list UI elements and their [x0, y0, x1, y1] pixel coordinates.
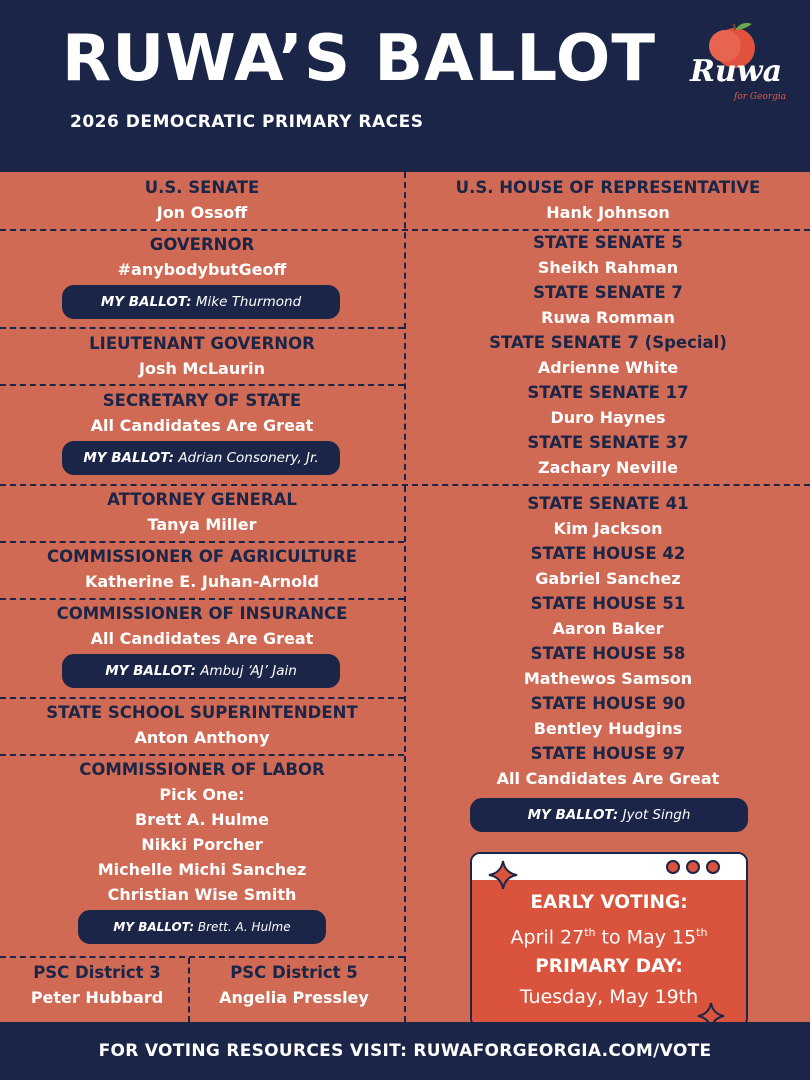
candidate-name: All Candidates Are Great	[90, 416, 314, 435]
race-psc-district-3	[0, 960, 194, 1010]
race-labor	[0, 757, 404, 907]
candidate-name: Nikki Porcher	[141, 835, 263, 854]
race-title: PSC District 5	[230, 963, 358, 982]
candidate-name: Jon Ossoff	[156, 203, 248, 222]
race-secretary-of-state	[0, 388, 404, 438]
candidate-name: Zachary Neville	[538, 458, 678, 477]
race-title: PSC District 3	[33, 963, 161, 982]
candidate-name: Sheikh Rahman	[537, 258, 679, 277]
race-title: STATE SCHOOL SUPERINTENDENT	[46, 703, 358, 722]
row-divider	[0, 956, 404, 958]
race-school-superintendent	[0, 700, 404, 750]
candidate-name: Duro Haynes	[550, 408, 666, 427]
candidate-name: Katherine E. Juhan-Arnold	[84, 572, 319, 591]
candidate-name: Pick One:	[159, 785, 245, 804]
my-ballot-choice: Adrian Consonery, Jr.	[178, 450, 319, 466]
logo-tagline: for Georgia	[734, 92, 787, 102]
page-subtitle: 2026 DEMOCRATIC PRIMARY RACES	[70, 112, 424, 132]
candidate-name: #anybodybutGeoff	[117, 260, 287, 279]
window-dot-icon	[706, 860, 720, 874]
row-divider	[0, 697, 404, 699]
my-ballot-badge	[62, 285, 340, 319]
candidate-name: Peter Hubbard	[30, 988, 164, 1007]
race-title: SECRETARY OF STATE	[102, 391, 302, 410]
my-ballot-label: MY BALLOT:	[83, 450, 175, 466]
candidate-name: Tanya Miller	[147, 515, 257, 534]
candidate-name: Aaron Baker	[552, 619, 664, 638]
primary-day-date: Tuesday, May 19th	[519, 986, 699, 1009]
page-title: RUWA’S BALLOT	[62, 22, 656, 96]
my-ballot-choice: Ambuj ‘AJ’ Jain	[200, 663, 297, 679]
candidate-name: Anton Anthony	[134, 728, 270, 747]
race-title: STATE SENATE 7	[533, 283, 683, 302]
row-divider	[0, 598, 404, 600]
my-ballot-choice: Jyot Singh	[622, 807, 691, 823]
state-senate-races	[406, 230, 810, 480]
race-title: STATE SENATE 5	[533, 233, 683, 252]
ruwa-logo	[680, 20, 790, 110]
my-ballot-badge	[470, 798, 748, 832]
window-dot-icon	[686, 860, 700, 874]
my-ballot-label: MY BALLOT:	[100, 294, 192, 310]
race-title: COMMISSIONER OF INSURANCE	[56, 604, 348, 623]
race-title: GOVERNOR	[149, 235, 255, 254]
row-divider	[0, 327, 404, 329]
row-divider	[0, 541, 404, 543]
my-ballot-label: MY BALLOT:	[113, 920, 195, 934]
my-ballot-label: MY BALLOT:	[527, 807, 619, 823]
window-dot-icon	[666, 860, 680, 874]
footer-resources: FOR VOTING RESOURCES VISIT: RUWAFORGEORGIA.COM/VOTE	[0, 1022, 810, 1080]
candidate-name: Kim Jackson	[553, 519, 663, 538]
candidate-name: Brett A. Hulme	[135, 810, 269, 829]
race-attorney-general	[0, 487, 404, 537]
candidate-name: All Candidates Are Great	[90, 629, 314, 648]
my-ballot-choice: Mike Thurmond	[195, 294, 302, 310]
race-title: STATE HOUSE 51	[530, 594, 686, 613]
race-title: STATE HOUSE 58	[530, 644, 686, 663]
race-title: STATE HOUSE 90	[530, 694, 686, 713]
race-psc-district-5	[192, 960, 396, 1010]
race-us-house	[406, 175, 810, 225]
candidate-name: Hank Johnson	[546, 203, 670, 222]
candidate-name: Josh McLaurin	[139, 359, 265, 378]
logo-wordmark: Ruwa	[690, 54, 783, 89]
early-voting-dates: April 27th to May 15th	[510, 926, 708, 949]
row-divider	[0, 484, 810, 486]
my-ballot-badge	[62, 441, 340, 475]
race-agriculture	[0, 544, 404, 594]
race-title: STATE HOUSE 97	[530, 744, 686, 763]
race-title: U.S. SENATE	[144, 178, 260, 197]
row-divider	[0, 754, 404, 756]
race-lt-governor	[0, 331, 404, 381]
candidate-name: Michelle Michi Sanchez	[97, 860, 307, 879]
my-ballot-badge	[78, 910, 326, 944]
primary-day-title: PRIMARY DAY:	[535, 956, 683, 978]
race-title: ATTORNEY GENERAL	[107, 490, 297, 509]
candidate-name: Ruwa Romman	[541, 308, 675, 327]
candidate-name: All Candidates Are Great	[496, 769, 720, 788]
candidate-name: Gabriel Sanchez	[535, 569, 681, 588]
race-governor	[0, 232, 404, 282]
state-house-races	[406, 491, 810, 791]
sparkle-icon	[488, 860, 518, 890]
candidate-name: Angelia Pressley	[219, 988, 369, 1007]
candidate-name: Adrienne White	[537, 358, 679, 377]
candidate-name: Christian Wise Smith	[107, 885, 297, 904]
early-voting-title: EARLY VOTING:	[530, 892, 688, 913]
candidate-name: Bentley Hudgins	[533, 719, 683, 738]
race-title: COMMISSIONER OF AGRICULTURE	[47, 547, 357, 566]
race-title: STATE SENATE 41	[527, 494, 689, 513]
candidate-name: Mathewos Samson	[523, 669, 693, 688]
race-us-senate	[0, 175, 404, 225]
race-title: STATE SENATE 37	[527, 433, 689, 452]
race-title: STATE SENATE 17	[527, 383, 689, 402]
race-title: LIEUTENANT GOVERNOR	[89, 334, 315, 353]
race-insurance	[0, 601, 404, 651]
row-divider	[0, 384, 404, 386]
header	[0, 0, 810, 172]
race-title: COMMISSIONER OF LABOR	[79, 760, 325, 779]
my-ballot-badge	[62, 654, 340, 688]
race-title: U.S. HOUSE OF REPRESENTATIVE	[455, 178, 761, 197]
race-title: STATE HOUSE 42	[530, 544, 686, 563]
race-title: STATE SENATE 7 (Special)	[489, 333, 727, 352]
my-ballot-label: MY BALLOT:	[105, 663, 196, 679]
my-ballot-choice: Brett. A. Hulme	[197, 920, 291, 934]
